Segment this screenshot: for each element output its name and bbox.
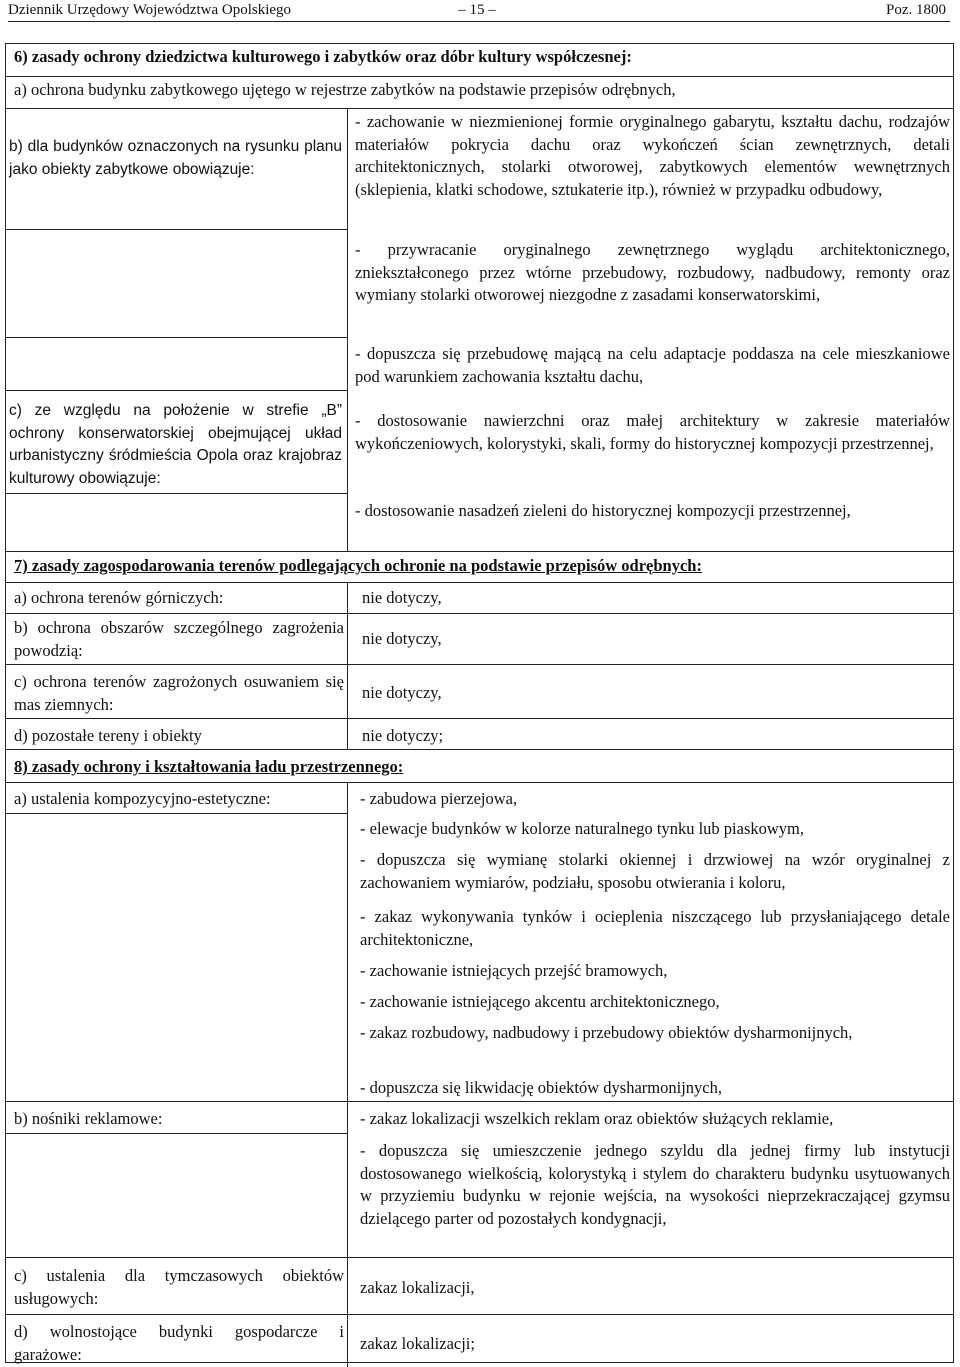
section-7-title	[14, 555, 944, 578]
table-rule	[5, 718, 954, 719]
section-8-title-text: 8) zasady ochrony i kształtowania ładu przestrzennego:	[14, 757, 404, 776]
section-6-title: 6) zasady ochrony dziedzictwa kulturowego i zabytków oraz dóbr kultury współczesnej:	[14, 47, 632, 66]
section-8-item-d-value: zakaz lokalizacji;	[360, 1334, 475, 1353]
section-6-c-item-1: - dostosowanie nawierzchni oraz małej architektury w zakresie materiałów wykończeniowych, kolorystyki, skali, formy do historycznej kompozycji przestrzennej,	[355, 411, 950, 453]
section-6-b-item-3: - dopuszcza się przebudowę mającą na celu adaptacje poddasza na cele mieszkaniowe pod warunkiem zachowania kształtu dachu,	[355, 344, 950, 386]
table-rule	[5, 108, 954, 109]
table-rule	[5, 782, 954, 783]
table-rule	[5, 551, 954, 552]
table-rule	[5, 664, 954, 665]
section-8-a-item-1: - zabudowa pierzejowa,	[360, 789, 518, 808]
section-8-a-item-7: - zakaz rozbudowy, nadbudowy i przebudowy obiektów dysharmonijnych,	[360, 1023, 853, 1042]
section-8-a-item-4: - zakaz wykonywania tynków i ocieplenia niszczącego lub przysłaniającego detale architektoniczne,	[360, 907, 950, 949]
table-rule	[5, 1314, 954, 1315]
section-6-b-item-1: - zachowanie w niezmienionej formie oryginalnego gabarytu, kształtu dachu, rodzajów materiałów pokrycia dachu oraz wykończeń ścian zewnętrznych, detali architektonicznych, stolarki otworowej, zabytkowych elementów wewnętrznych (sklepienia, klatki schodowe, sztukaterie itp.), również w przypadku odbudowy,	[355, 112, 950, 199]
section-8-a-item-5: - zachowanie istniejących przejść bramowych,	[360, 961, 668, 980]
section-6-item-a: a) ochrona budynku zabytkowego ujętego w rejestrze zabytków na podstawie przepisów odrębnych,	[14, 80, 676, 99]
section-6-item-c-label: c) ze względu na położenie w strefie „B” ochrony konserwatorskiej obejmującej układ urbanistyczny śródmieścia Opola oraz krajobraz kulturowy obowiązuje:	[9, 402, 342, 487]
section-7-row-d-value: nie dotyczy;	[362, 726, 444, 745]
table-rule	[5, 749, 954, 750]
table-rule	[5, 613, 954, 614]
section-8-title	[14, 756, 944, 779]
section-8-item-c-label: c) ustalenia dla tymczasowych obiektów usługowych:	[14, 1266, 344, 1308]
section-6-c-item-2: - dostosowanie nasadzeń zieleni do historycznej kompozycji przestrzennej,	[355, 501, 851, 520]
table-rule	[5, 1257, 954, 1258]
section-7-row-c-label: c) ochrona terenów zagrożonych osuwaniem się mas ziemnych:	[14, 672, 344, 714]
table-rule	[5, 582, 954, 583]
journal-title: Dziennik Urzędowy Województwa Opolskiego	[8, 2, 292, 18]
page-header	[8, 0, 946, 20]
column-divider	[347, 582, 348, 749]
section-8-b-item-2: - dopuszcza się umieszczenie jednego szyldu dla jednej firmy lub instytucji dostosowanego wielkością, kolorystyką i stylem do charakteru budynku usytuowanych w przyziemiu budynku w rejonie wejścia, na wysokości nieprzekraczającej gzymsu dzielącego parter od pozostałych kondygnacji,	[360, 1141, 950, 1228]
section-8-item-a-label: a) ustalenia kompozycyjno-estetyczne:	[14, 789, 271, 808]
section-6-item-b-label: b) dla budynków oznaczonych na rysunku planu jako obiekty zabytkowe obowiązuje:	[9, 138, 342, 178]
section-8-item-c-value: zakaz lokalizacji,	[360, 1278, 475, 1297]
section-8-item-b-label: b) nośniki reklamowe:	[14, 1109, 163, 1128]
table-rule	[5, 337, 347, 338]
section-8-a-item-8: - dopuszcza się likwidację obiektów dysharmonijnych,	[360, 1078, 722, 1097]
section-7-row-a-value: nie dotyczy,	[362, 588, 442, 607]
position-number: Poz. 1800	[886, 2, 946, 18]
column-divider	[347, 108, 348, 551]
section-8-a-item-3: - dopuszcza się wymianę stolarki okiennej i drzwiowej na wzór oryginalnej z zachowaniem wymiarów, podziału, sposobu otwierania i koloru,	[360, 850, 950, 892]
section-7-row-a-label: a) ochrona terenów górniczych:	[14, 588, 224, 607]
table-rule	[5, 1133, 347, 1134]
section-8-item-d-label: d) wolnostojące budynki gospodarcze i garażowe:	[14, 1322, 344, 1364]
section-6-b-item-2: - przywracanie oryginalnego zewnętrznego wyglądu architektonicznego, zniekształconego przez wtórne przebudowy, rozbudowy, nadbudowy, remonty oraz wymiany stolarki otworowej niezgodne z zasadami konserwatorskimi,	[355, 240, 950, 304]
section-7-row-d-label: d) pozostałe tereny i obiekty	[14, 726, 202, 745]
table-rule	[5, 1101, 954, 1102]
page-number: – 15 –	[458, 2, 496, 18]
section-7-row-b-value: nie dotyczy,	[362, 629, 442, 648]
table-rule	[5, 493, 347, 494]
table-rule	[5, 76, 954, 77]
section-8-a-item-2: - elewacje budynków w kolorze naturalnego tynku lub piaskowym,	[360, 819, 805, 838]
section-7-title-text: 7) zasady zagospodarowania terenów podlegających ochronie na podstawie przepisów odrębnych:	[14, 556, 702, 575]
column-divider	[347, 782, 348, 1367]
section-7-row-b-label: b) ochrona obszarów szczególnego zagrożenia powodzią:	[14, 618, 344, 660]
section-8-b-item-1: - zakaz lokalizacji wszelkich reklam oraz obiektów służących reklamie,	[360, 1109, 834, 1128]
table-rule	[5, 813, 347, 814]
table-rule	[5, 390, 347, 391]
section-7-row-c-value: nie dotyczy,	[362, 683, 442, 702]
section-8-a-item-6: - zachowanie istniejącego akcentu architektonicznego,	[360, 992, 720, 1011]
header-rule	[8, 21, 950, 22]
table-rule	[5, 229, 347, 230]
